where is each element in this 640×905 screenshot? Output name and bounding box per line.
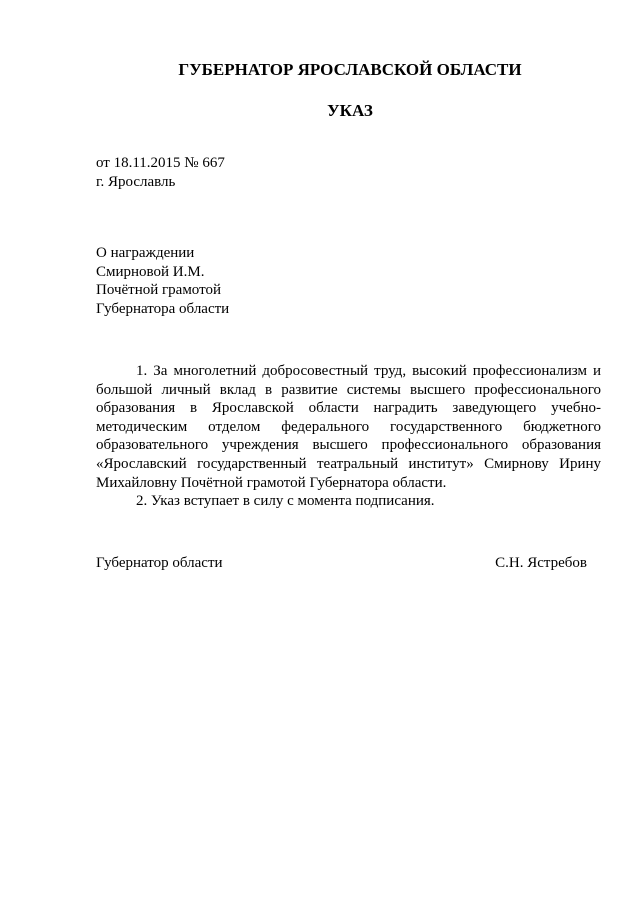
signatory-name: С.Н. Ястребов xyxy=(495,555,587,571)
body-paragraph: 2. Указ вступает в силу с момента подписания. xyxy=(136,493,435,510)
document-body xyxy=(96,362,601,511)
document-issuer-title: ГУБЕРНАТОР ЯРОСЛАВСКОЙ ОБЛАСТИ xyxy=(178,60,522,79)
document-city: г. Ярославль xyxy=(96,174,176,190)
document-type-title: УКАЗ xyxy=(327,101,373,120)
subject-line: Губернатора области xyxy=(96,300,230,317)
subject-line: Смирновой И.М. xyxy=(96,263,205,280)
subject-line: Почётной грамотой xyxy=(96,282,221,298)
body-paragraph: 1. За многолетний добросовестный труд, высокий профессионализм и большой личный вклад в развитие системы высшего профессионального образования в Ярославской области наградить заведующего учебно-методическим отделом федерального государственного бюджетного образовательного учреждения высшего профессионального образования «Ярославский государственный театральный институт» Смирнову Ирину Михайловну Почётной грамотой Губернатора области. xyxy=(96,363,601,491)
signatory-position: Губернатор области xyxy=(96,555,223,571)
document-subject xyxy=(96,244,229,318)
document-date-number: от 18.11.2015 № 667 xyxy=(96,155,225,171)
subject-line: О награждении xyxy=(96,245,195,261)
